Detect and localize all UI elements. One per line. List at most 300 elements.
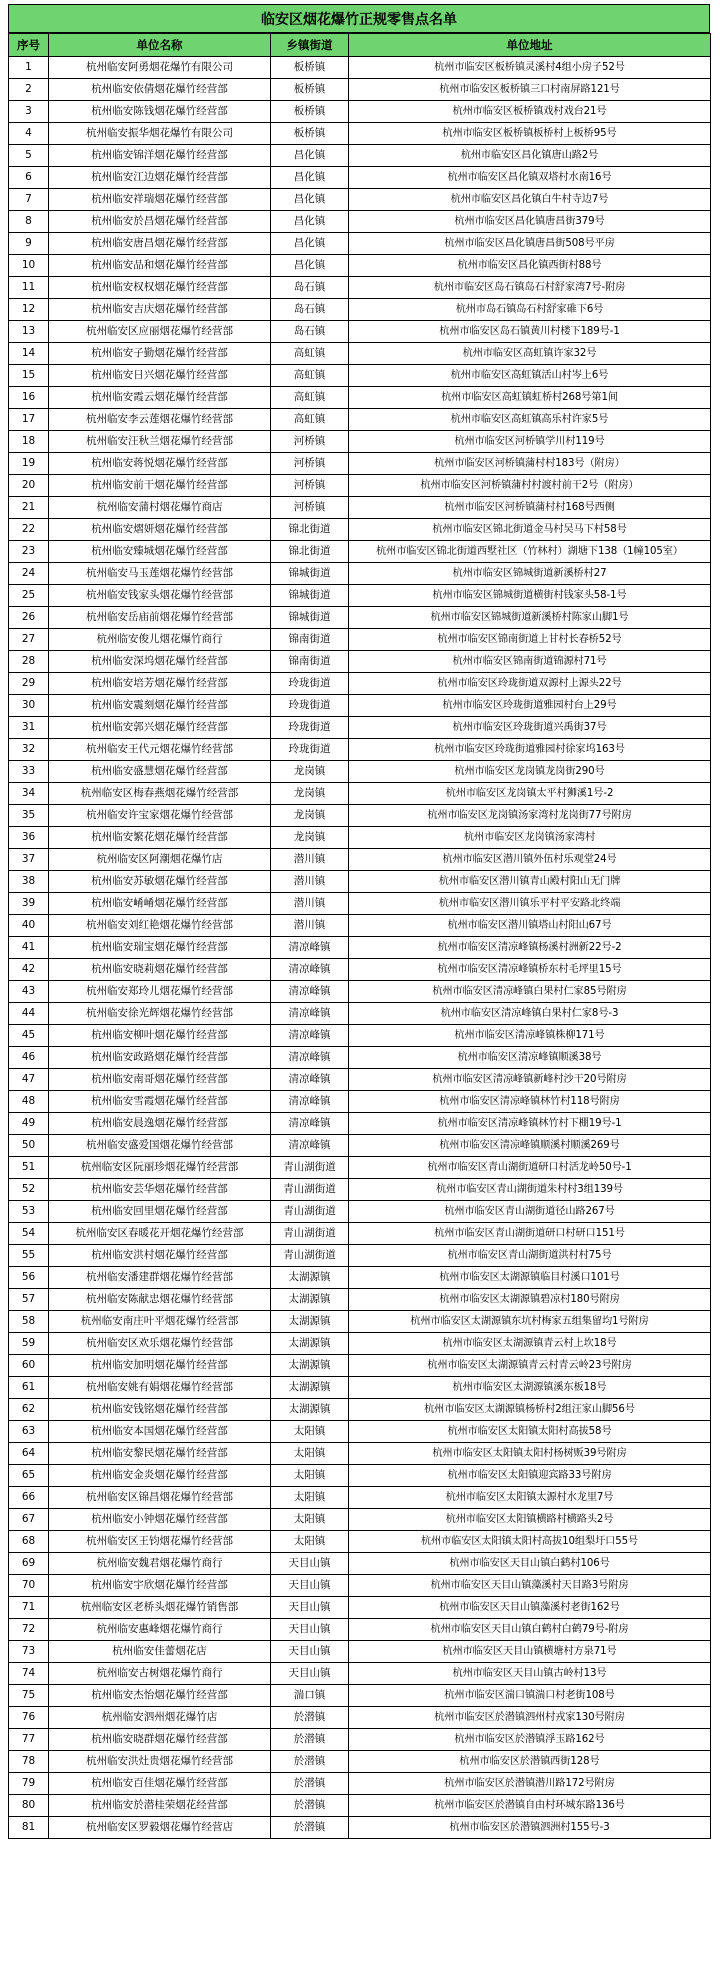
shop-name: 杭州临安日兴烟花爆竹经营部: [49, 365, 271, 387]
table-row: [9, 673, 711, 695]
town-name: 清凉峰镇: [271, 981, 349, 1003]
town-name: 玲珑街道: [271, 739, 349, 761]
table-row: [9, 101, 711, 123]
town-name: 清凉峰镇: [271, 1069, 349, 1091]
town-name: 太湖源镇: [271, 1267, 349, 1289]
row-index: 80: [9, 1795, 49, 1817]
table-row: [9, 1201, 711, 1223]
shop-name: 杭州临安晓群烟花爆竹经营部: [49, 1729, 271, 1751]
table-row: [9, 255, 711, 277]
shop-name: 杭州临安区应丽烟花爆竹经营部: [49, 321, 271, 343]
table-row: [9, 1267, 711, 1289]
town-name: 天目山镇: [271, 1663, 349, 1685]
town-name: 太湖源镇: [271, 1289, 349, 1311]
shop-name: 杭州临安前干烟花爆竹经营部: [49, 475, 271, 497]
shop-address: 杭州市临安区锦城街道横街村钱家头58-1号: [349, 585, 711, 607]
table-row: [9, 1113, 711, 1135]
table-row: [9, 893, 711, 915]
row-index: 53: [9, 1201, 49, 1223]
row-index: 47: [9, 1069, 49, 1091]
row-index: 70: [9, 1575, 49, 1597]
row-index: 77: [9, 1729, 49, 1751]
table-row: [9, 453, 711, 475]
row-index: 27: [9, 629, 49, 651]
town-name: 岛石镇: [271, 277, 349, 299]
table-row: [9, 299, 711, 321]
table-row: [9, 497, 711, 519]
town-name: 青山湖街道: [271, 1223, 349, 1245]
row-index: 65: [9, 1465, 49, 1487]
row-index: 64: [9, 1443, 49, 1465]
shop-name: 杭州临安子勤烟花爆竹经营部: [49, 343, 271, 365]
town-name: 太阳镇: [271, 1531, 349, 1553]
row-index: 21: [9, 497, 49, 519]
shop-address: 杭州市临安区板桥镇戏村戏台21号: [349, 101, 711, 123]
shop-address: 杭州市临安区潜川镇青山殿村阳山无门牌: [349, 871, 711, 893]
row-index: 42: [9, 959, 49, 981]
town-name: 龙岗镇: [271, 805, 349, 827]
table-row: [9, 1663, 711, 1685]
town-name: 玲珑街道: [271, 695, 349, 717]
table-row: [9, 1377, 711, 1399]
shop-name: 杭州临安柳叶烟花爆竹经营部: [49, 1025, 271, 1047]
town-name: 河桥镇: [271, 431, 349, 453]
shop-address: 杭州市临安区潜川镇塔山村阳山67号: [349, 915, 711, 937]
town-name: 湍口镇: [271, 1685, 349, 1707]
shop-name: 杭州临安古树烟花爆竹商行: [49, 1663, 271, 1685]
town-name: 河桥镇: [271, 453, 349, 475]
shop-name: 杭州临安宇欣烟花爆竹经营部: [49, 1575, 271, 1597]
shop-name: 杭州临安岳庙前烟花爆竹经营部: [49, 607, 271, 629]
town-name: 昌化镇: [271, 233, 349, 255]
shop-address: 杭州市临安区板桥镇三口村南屏路121号: [349, 79, 711, 101]
shop-name: 杭州临安南哥烟花爆竹经营部: [49, 1069, 271, 1091]
header-name: 单位名称: [49, 34, 271, 57]
header-row: [9, 34, 711, 57]
table-row: [9, 871, 711, 893]
list-title: 临安区烟花爆竹正规零售点名单: [8, 4, 710, 33]
table-row: [9, 1311, 711, 1333]
shop-address: 杭州市临安区天目山镇白鹤村106号: [349, 1553, 711, 1575]
row-index: 11: [9, 277, 49, 299]
table-row: [9, 189, 711, 211]
shop-name: 杭州临安蒲村烟花爆竹商店: [49, 497, 271, 519]
shop-address: 杭州市临安区龙岗镇汤家湾村龙岗街77号附房: [349, 805, 711, 827]
shop-address: 杭州市临安区昌化镇唐昌街379号: [349, 211, 711, 233]
town-name: 於潜镇: [271, 1817, 349, 1839]
shop-name: 杭州临安洪灶贵烟花爆竹经营部: [49, 1751, 271, 1773]
row-index: 55: [9, 1245, 49, 1267]
row-index: 79: [9, 1773, 49, 1795]
town-name: 天目山镇: [271, 1553, 349, 1575]
shop-address: 杭州市临安区於潜镇泗洲村155号-3: [349, 1817, 711, 1839]
shop-address: 杭州市临安区天目山镇藻溪村老街162号: [349, 1597, 711, 1619]
table-row: [9, 1223, 711, 1245]
shop-address: 杭州市临安区天目山镇横塘村方泉71号: [349, 1641, 711, 1663]
table-row: [9, 1773, 711, 1795]
row-index: 73: [9, 1641, 49, 1663]
shop-address: 杭州市临安区太湖源镇东坑村梅家五组集留均1号附房: [349, 1311, 711, 1333]
table-row: [9, 739, 711, 761]
row-index: 72: [9, 1619, 49, 1641]
town-name: 板桥镇: [271, 57, 349, 79]
shop-address: 杭州市临安区青山湖街道朱村村3组139号: [349, 1179, 711, 1201]
table-row: [9, 1135, 711, 1157]
row-index: 34: [9, 783, 49, 805]
shop-address: 杭州市临安区太阳镇太阳村杨树贩39号附房: [349, 1443, 711, 1465]
shop-name: 杭州临安权权烟花爆竹经营部: [49, 277, 271, 299]
shop-address: 杭州市临安区太阳镇横路村横路头2号: [349, 1509, 711, 1531]
shop-address: 杭州市临安区高虹镇活山村岑上6号: [349, 365, 711, 387]
shop-name: 杭州临安区春暖花开烟花爆竹经营部: [49, 1223, 271, 1245]
table-row: [9, 761, 711, 783]
town-name: 於潜镇: [271, 1729, 349, 1751]
town-name: 昌化镇: [271, 211, 349, 233]
table-row: [9, 145, 711, 167]
row-index: 20: [9, 475, 49, 497]
row-index: 22: [9, 519, 49, 541]
shop-name: 杭州临安汪秋兰烟花爆竹经营部: [49, 431, 271, 453]
shop-address: 杭州市临安区青山湖街道研口村研口151号: [349, 1223, 711, 1245]
shop-name: 杭州临安杰怡烟花爆竹经营部: [49, 1685, 271, 1707]
shop-name: 杭州临安陈钱烟花爆竹经营部: [49, 101, 271, 123]
shop-address: 杭州市临安区板桥镇板桥村上板桥95号: [349, 123, 711, 145]
shop-address: 杭州市临安区青山湖街道洪村村75号: [349, 1245, 711, 1267]
row-index: 17: [9, 409, 49, 431]
shop-address: 杭州市临安区锦南街道锦源村71号: [349, 651, 711, 673]
table-row: [9, 1465, 711, 1487]
table-row: [9, 211, 711, 233]
shop-address: 杭州市临安区清凉峰镇林竹村118号附房: [349, 1091, 711, 1113]
row-index: 16: [9, 387, 49, 409]
shop-name: 杭州临安晓莉烟花爆竹经营部: [49, 959, 271, 981]
row-index: 37: [9, 849, 49, 871]
shop-name: 杭州临安许宝家烟花爆竹经营部: [49, 805, 271, 827]
town-name: 高虹镇: [271, 343, 349, 365]
row-index: 48: [9, 1091, 49, 1113]
shop-address: 杭州市临安区龙岗镇汤家湾村: [349, 827, 711, 849]
town-name: 太湖源镇: [271, 1355, 349, 1377]
row-index: 9: [9, 233, 49, 255]
town-name: 清凉峰镇: [271, 1003, 349, 1025]
shop-name: 杭州临安瑞宝烟花爆竹经营部: [49, 937, 271, 959]
table-row: [9, 1531, 711, 1553]
retail-table: [8, 33, 711, 1839]
table-row: [9, 475, 711, 497]
shop-address: 杭州市临安区龙岗镇太平村狮溪1号-2: [349, 783, 711, 805]
town-name: 於潜镇: [271, 1751, 349, 1773]
town-name: 河桥镇: [271, 475, 349, 497]
shop-name: 杭州临安熠妍烟花爆竹经营部: [49, 519, 271, 541]
shop-address: 杭州市临安区昌化镇双塔村水南16号: [349, 167, 711, 189]
shop-address: 杭州市临安区潜川镇乐平村平安路北终端: [349, 893, 711, 915]
town-name: 潜川镇: [271, 849, 349, 871]
shop-name: 杭州临安区欢乐烟花爆竹经营部: [49, 1333, 271, 1355]
town-name: 於潜镇: [271, 1795, 349, 1817]
shop-name: 杭州临安金炎烟花爆竹经营部: [49, 1465, 271, 1487]
town-name: 於潜镇: [271, 1707, 349, 1729]
table-row: [9, 1641, 711, 1663]
row-index: 10: [9, 255, 49, 277]
shop-name: 杭州临安回里烟花爆竹经营部: [49, 1201, 271, 1223]
shop-address: 杭州市岛石镇岛石村舒家碓下6号: [349, 299, 711, 321]
table-row: [9, 1355, 711, 1377]
town-name: 龙岗镇: [271, 827, 349, 849]
row-index: 57: [9, 1289, 49, 1311]
shop-address: 杭州市临安区昌化镇唐山路2号: [349, 145, 711, 167]
town-name: 青山湖街道: [271, 1201, 349, 1223]
table-row: [9, 387, 711, 409]
table-row: [9, 1817, 711, 1839]
shop-address: 杭州市临安区锦北街道西墅社区（竹林村）湖塘下138（1幢105室）: [349, 541, 711, 563]
shop-name: 杭州临安吉庆烟花爆竹经营部: [49, 299, 271, 321]
table-row: [9, 717, 711, 739]
shop-address: 杭州市临安区清凉峰镇顺溪38号: [349, 1047, 711, 1069]
shop-address: 杭州市临安区锦南街道上甘村长春桥52号: [349, 629, 711, 651]
town-name: 板桥镇: [271, 123, 349, 145]
shop-name: 杭州临安小钟烟花爆竹经营部: [49, 1509, 271, 1531]
table-row: [9, 365, 711, 387]
row-index: 23: [9, 541, 49, 563]
row-index: 31: [9, 717, 49, 739]
table-row: [9, 629, 711, 651]
shop-name: 杭州临安泗州烟花爆竹店: [49, 1707, 271, 1729]
town-name: 清凉峰镇: [271, 1113, 349, 1135]
shop-address: 杭州市临安区太湖源镇青云村青云岭23号附房: [349, 1355, 711, 1377]
shop-address: 杭州市临安区清凉峰镇新峰村沙干20号附房: [349, 1069, 711, 1091]
table-row: [9, 1245, 711, 1267]
row-index: 14: [9, 343, 49, 365]
shop-name: 杭州临安盛慧烟花爆竹经营部: [49, 761, 271, 783]
shop-address: 杭州市临安区太阳镇太源村水龙里7号: [349, 1487, 711, 1509]
town-name: 清凉峰镇: [271, 937, 349, 959]
row-index: 3: [9, 101, 49, 123]
town-name: 於潜镇: [271, 1773, 349, 1795]
table-row: [9, 233, 711, 255]
table-row: [9, 607, 711, 629]
row-index: 32: [9, 739, 49, 761]
table-row: [9, 1289, 711, 1311]
shop-name: 杭州临安蒋悦烟花爆竹经营部: [49, 453, 271, 475]
town-name: 昌化镇: [271, 167, 349, 189]
town-name: 锦北街道: [271, 541, 349, 563]
shop-address: 杭州市临安区天目山镇白鹤村白鹤79号-附房: [349, 1619, 711, 1641]
shop-address: 杭州市临安区潜川镇外伍村乐观堂24号: [349, 849, 711, 871]
shop-address: 杭州市临安区太湖源镇碧凉村180号附房: [349, 1289, 711, 1311]
shop-name: 杭州临安徐光辉烟花爆竹经营部: [49, 1003, 271, 1025]
town-name: 岛石镇: [271, 299, 349, 321]
header-index: 序号: [9, 34, 49, 57]
table-row: [9, 321, 711, 343]
town-name: 锦城街道: [271, 585, 349, 607]
shop-address: 杭州市临安区高虹镇高乐村许家5号: [349, 409, 711, 431]
table-row: [9, 1157, 711, 1179]
shop-address: 杭州市临安区青山湖街道径山路267号: [349, 1201, 711, 1223]
table-row: [9, 849, 711, 871]
town-name: 玲珑街道: [271, 673, 349, 695]
row-index: 59: [9, 1333, 49, 1355]
table-row: [9, 1707, 711, 1729]
shop-address: 杭州市临安区板桥镇灵溪村4组小房子52号: [349, 57, 711, 79]
town-name: 潜川镇: [271, 871, 349, 893]
table-row: [9, 1685, 711, 1707]
town-name: 清凉峰镇: [271, 1047, 349, 1069]
shop-address: 杭州市临安区太湖源镇临目村溪口101号: [349, 1267, 711, 1289]
row-index: 5: [9, 145, 49, 167]
row-index: 19: [9, 453, 49, 475]
shop-address: 杭州市临安区太湖源镇溪东板18号: [349, 1377, 711, 1399]
row-index: 2: [9, 79, 49, 101]
shop-name: 杭州临安区老桥头烟花爆竹销售部: [49, 1597, 271, 1619]
shop-address: 杭州市临安区清凉峰镇林竹村下棚19号-1: [349, 1113, 711, 1135]
shop-name: 杭州临安震刻烟花爆竹经营部: [49, 695, 271, 717]
shop-name: 杭州临安盛爱国烟花爆竹经营部: [49, 1135, 271, 1157]
town-name: 太湖源镇: [271, 1377, 349, 1399]
shop-name: 杭州临安区阮丽珍烟花爆竹经营部: [49, 1157, 271, 1179]
town-name: 龙岗镇: [271, 783, 349, 805]
table-row: [9, 1509, 711, 1531]
shop-name: 杭州临安刘红艳烟花爆竹经营部: [49, 915, 271, 937]
town-name: 高虹镇: [271, 409, 349, 431]
town-name: 锦南街道: [271, 629, 349, 651]
shop-name: 杭州临安霞云烟花爆竹经营部: [49, 387, 271, 409]
row-index: 25: [9, 585, 49, 607]
town-name: 太湖源镇: [271, 1333, 349, 1355]
town-name: 板桥镇: [271, 79, 349, 101]
table-row: [9, 343, 711, 365]
town-name: 太阳镇: [271, 1421, 349, 1443]
table-row: [9, 937, 711, 959]
shop-name: 杭州临安魏君烟花爆竹商行: [49, 1553, 271, 1575]
row-index: 60: [9, 1355, 49, 1377]
table-row: [9, 1333, 711, 1355]
shop-address: 杭州市临安区河桥镇学川村119号: [349, 431, 711, 453]
row-index: 7: [9, 189, 49, 211]
row-index: 46: [9, 1047, 49, 1069]
table-row: [9, 1179, 711, 1201]
shop-name: 杭州临安品和烟花爆竹经营部: [49, 255, 271, 277]
shop-name: 杭州临安江边烟花爆竹经营部: [49, 167, 271, 189]
row-index: 36: [9, 827, 49, 849]
town-name: 太湖源镇: [271, 1399, 349, 1421]
shop-address: 杭州市临安区河桥镇蒲村村183号（附房）: [349, 453, 711, 475]
shop-name: 杭州临安於潜桂荣烟花经营部: [49, 1795, 271, 1817]
town-name: 昌化镇: [271, 145, 349, 167]
shop-name: 杭州临安锦洋烟花爆竹经营部: [49, 145, 271, 167]
shop-address: 杭州市临安区昌化镇唐昌街508号平房: [349, 233, 711, 255]
shop-address: 杭州市临安区於潜镇泗州村戎家130号附房: [349, 1707, 711, 1729]
shop-address: 杭州市临安区太阳镇太阳村高拔58号: [349, 1421, 711, 1443]
row-index: 45: [9, 1025, 49, 1047]
table-row: [9, 1795, 711, 1817]
table-row: [9, 1619, 711, 1641]
shop-name: 杭州临安政路烟花爆竹经营部: [49, 1047, 271, 1069]
shop-name: 杭州临安深坞烟花爆竹经营部: [49, 651, 271, 673]
table-row: [9, 277, 711, 299]
row-index: 29: [9, 673, 49, 695]
shop-address: 杭州市临安区锦城街道新溪桥村陈家山脚1号: [349, 607, 711, 629]
row-index: 13: [9, 321, 49, 343]
table-row: [9, 783, 711, 805]
table-row: [9, 1553, 711, 1575]
shop-address: 杭州市临安区於潜镇潜川路172号附房: [349, 1773, 711, 1795]
shop-name: 杭州临安区罗毅烟花爆竹经营店: [49, 1817, 271, 1839]
shop-address: 杭州市临安区高虹镇许家32号: [349, 343, 711, 365]
row-index: 66: [9, 1487, 49, 1509]
row-index: 62: [9, 1399, 49, 1421]
shop-name: 杭州临安洪村烟花爆竹经营部: [49, 1245, 271, 1267]
row-index: 67: [9, 1509, 49, 1531]
town-name: 昌化镇: [271, 189, 349, 211]
row-index: 52: [9, 1179, 49, 1201]
row-index: 69: [9, 1553, 49, 1575]
shop-address: 杭州市临安区於潜镇自由村环城东路136号: [349, 1795, 711, 1817]
shop-name: 杭州临安雪霞烟花爆竹经营部: [49, 1091, 271, 1113]
shop-name: 杭州临安加明烟花爆竹经营部: [49, 1355, 271, 1377]
row-index: 1: [9, 57, 49, 79]
shop-name: 杭州临安祥瑞烟花爆竹经营部: [49, 189, 271, 211]
shop-address: 杭州市临安区湍口镇湍口村老街108号: [349, 1685, 711, 1707]
shop-address: 杭州市临安区天目山镇古岭村13号: [349, 1663, 711, 1685]
row-index: 15: [9, 365, 49, 387]
row-index: 33: [9, 761, 49, 783]
row-index: 71: [9, 1597, 49, 1619]
town-name: 锦北街道: [271, 519, 349, 541]
town-name: 太阳镇: [271, 1509, 349, 1531]
row-index: 39: [9, 893, 49, 915]
town-name: 太阳镇: [271, 1443, 349, 1465]
row-index: 54: [9, 1223, 49, 1245]
table-row: [9, 409, 711, 431]
town-name: 太湖源镇: [271, 1311, 349, 1333]
shop-name: 杭州临安惠峰烟花爆竹商行: [49, 1619, 271, 1641]
shop-name: 杭州临安百佳烟花爆竹经营部: [49, 1773, 271, 1795]
shop-address: 杭州市临安区清凉峰镇杨溪村洲新22号-2: [349, 937, 711, 959]
town-name: 潜川镇: [271, 915, 349, 937]
table-row: [9, 805, 711, 827]
table-row: [9, 1575, 711, 1597]
town-name: 高虹镇: [271, 387, 349, 409]
shop-name: 杭州临安苏敏烟花爆竹经营部: [49, 871, 271, 893]
town-name: 玲珑街道: [271, 717, 349, 739]
row-index: 44: [9, 1003, 49, 1025]
row-index: 75: [9, 1685, 49, 1707]
table-row: [9, 57, 711, 79]
shop-address: 杭州市临安区清凉峰镇桥东村毛坪里15号: [349, 959, 711, 981]
table-row: [9, 981, 711, 1003]
shop-name: 杭州临安依倩烟花爆竹经营部: [49, 79, 271, 101]
town-name: 高虹镇: [271, 365, 349, 387]
table-row: [9, 79, 711, 101]
shop-address: 杭州市临安区锦北街道金马村吴马下村58号: [349, 519, 711, 541]
table-row: [9, 1487, 711, 1509]
shop-name: 杭州临安王代元烟花爆竹经营部: [49, 739, 271, 761]
town-name: 天目山镇: [271, 1575, 349, 1597]
shop-name: 杭州临安培芳烟花爆竹经营部: [49, 673, 271, 695]
town-name: 昌化镇: [271, 255, 349, 277]
table-row: [9, 1069, 711, 1091]
town-name: 天目山镇: [271, 1619, 349, 1641]
town-name: 锦南街道: [271, 651, 349, 673]
shop-address: 杭州市临安区太阳镇太阳村高拔10组梨圩口55号: [349, 1531, 711, 1553]
table-row: [9, 1047, 711, 1069]
row-index: 28: [9, 651, 49, 673]
shop-name: 杭州临安区梅春燕烟花爆竹经营部: [49, 783, 271, 805]
header-town: 乡镇街道: [271, 34, 349, 57]
row-index: 78: [9, 1751, 49, 1773]
shop-address: 杭州市临安区龙岗镇龙岗街290号: [349, 761, 711, 783]
row-index: 41: [9, 937, 49, 959]
